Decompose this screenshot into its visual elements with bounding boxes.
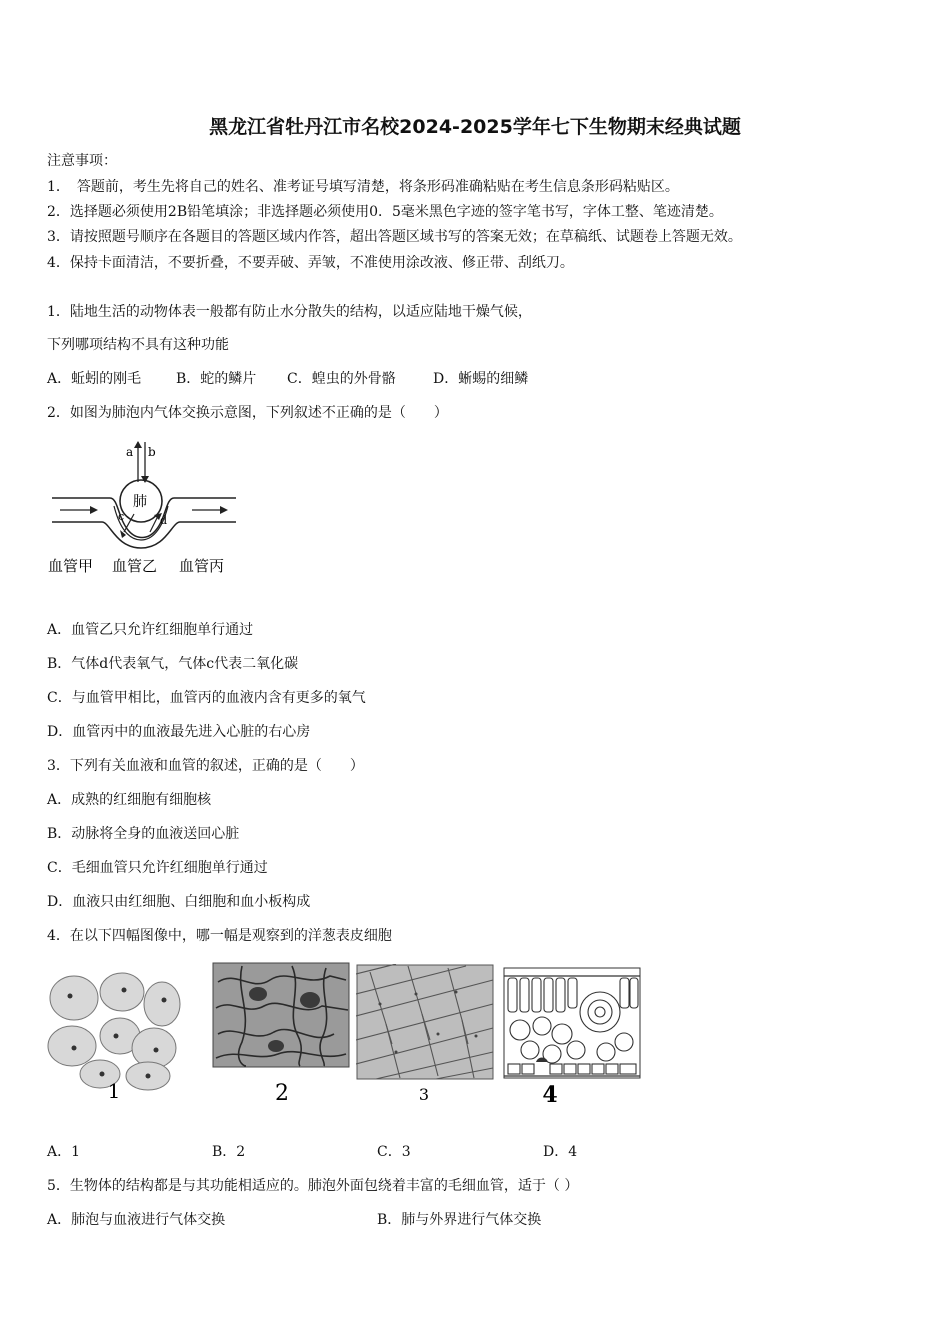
q3-option-a: A．成熟的红细胞有细胞核 [47,792,212,808]
q3-option-c: C．毛细血管只允许红细胞单行通过 [47,860,268,876]
q4-option-b: B．2 [212,1144,246,1160]
q5-option-a: A．肺泡与血液进行气体交换 [47,1212,226,1228]
notice-item-4: 4．保持卡面清洁，不要折叠，不要弄破、弄皱，不准使用涂改液、修正带、刮纸刀。 [47,255,574,271]
q1-option-d: D．蜥蜴的细鳞 [433,371,529,387]
notice-heading: 注意事项： [47,153,117,169]
notice-item-1: 1． 答题前，考生先将自己的姓名、准考证号填写清楚，将条形码准确粘贴在考生信息条形码粘贴区。 [47,179,679,195]
label-c: c [118,510,125,523]
notice-item-2: 2．选择题必须使用2B铅笔填涂；非选择题必须使用0．5毫米黑色字迹的签字笔书写，字体工整、笔迹清楚。 [47,204,723,220]
label-lung: 肺 [133,494,147,510]
q4-stem: 4．在以下四幅图像中，哪一幅是观察到的洋葱表皮细胞 [47,928,392,944]
q4-option-a: A．1 [47,1144,81,1160]
image-4-label: 4 [542,1082,558,1106]
image-3-label: 3 [418,1085,430,1104]
q2-stem: 2．如图为肺泡内气体交换示意图，下列叙述不正确的是（ ） [47,405,448,421]
q1-stem-line1: 1．陆地生活的动物体表一般都有防止水分散失的结构，以适应陆地干燥气候， [47,304,532,320]
q1-option-c: C．蝗虫的外骨骼 [287,371,396,387]
label-vessel-bing: 血管丙 [179,557,225,575]
q3-option-b: B．动脉将全身的血液送回心脏 [47,826,240,842]
cell-image-4 [500,964,644,1106]
cell-image-1 [44,966,188,1106]
q4-option-d: D．4 [543,1144,578,1160]
q3-option-d: D．血液只由红细胞、白细胞和血小板构成 [47,894,311,910]
image-1-label: 1 [107,1079,121,1103]
image-2-label: 2 [275,1081,289,1106]
q3-stem: 3．下列有关血液和血管的叙述，正确的是（ ） [47,758,364,774]
alveolus-gas-exchange-figure [44,440,244,580]
label-a: a [126,445,134,459]
q4-option-c: C．3 [377,1144,411,1160]
cell-image-2 [212,962,352,1106]
notice-item-3: 3．请按照题号顺序在各题目的答题区域内作答，超出答题区域书写的答案无效；在草稿纸、试题卷上答题无效。 [47,229,742,245]
label-d: d [160,514,168,527]
q1-option-a: A．蚯蚓的刚毛 [47,371,142,387]
q1-stem-line2: 下列哪项结构不具有这种功能 [47,337,229,353]
q1-option-b: B．蛇的鳞片 [176,371,257,387]
q2-option-a: A．血管乙只允许红细胞单行通过 [47,622,254,638]
q5-stem: 5．生物体的结构都是与其功能相适应的。肺泡外面包绕着丰富的毛细血管，适于（ ） [47,1178,579,1194]
page-title: 黑龙江省牡丹江市名校2024-2025学年七下生物期末经典试题 [209,116,741,138]
q2-option-d: D．血管丙中的血液最先进入心脏的右心房 [47,724,311,740]
label-vessel-jia: 血管甲 [48,557,94,575]
q2-option-c: C．与血管甲相比，血管丙的血液内含有更多的氧气 [47,690,366,706]
q2-option-b: B．气体d代表氧气，气体c代表二氧化碳 [47,656,299,672]
label-vessel-yi: 血管乙 [112,557,158,575]
label-b: b [148,445,156,459]
q5-option-b: B．肺与外界进行气体交换 [377,1212,542,1228]
cell-image-3 [356,964,496,1106]
